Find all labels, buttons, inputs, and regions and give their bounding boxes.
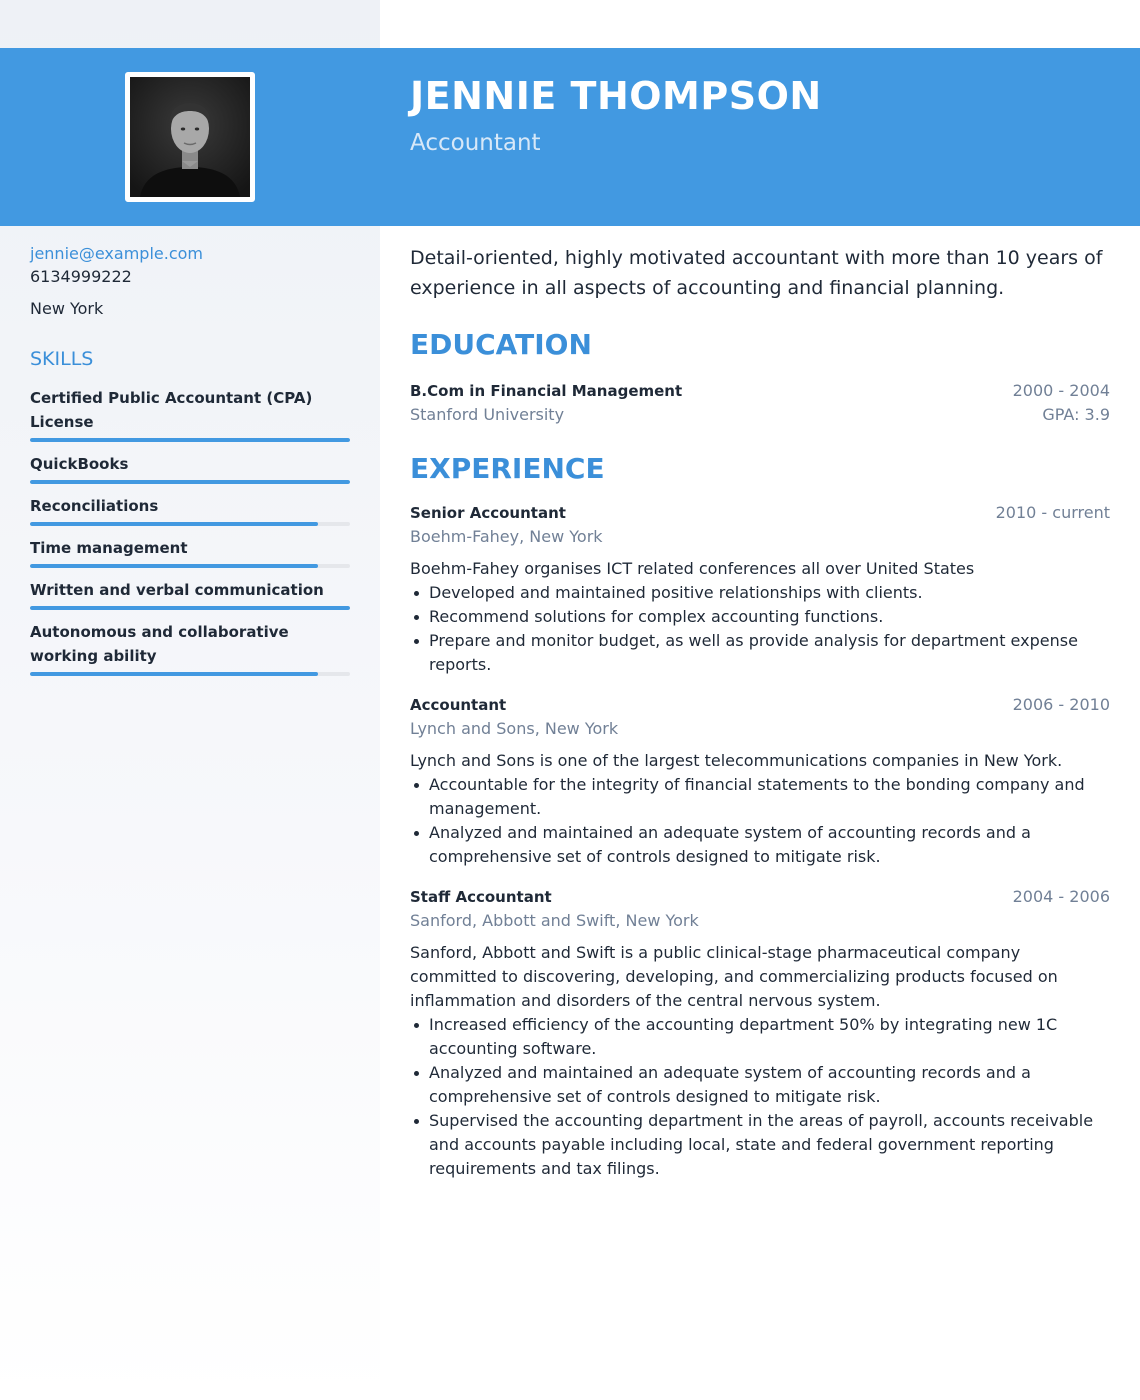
skill-name: Reconciliations — [30, 497, 159, 515]
gpa: GPA: 3.9 — [1042, 405, 1110, 424]
profile-role: Accountant — [410, 130, 541, 156]
skill-level-bar — [30, 480, 350, 484]
skill-level-bar — [30, 672, 350, 676]
skill-level-fill — [30, 672, 318, 676]
skill-name: QuickBooks — [30, 455, 129, 473]
education-entry — [410, 379, 1110, 427]
job-years: 2010 - current — [995, 503, 1110, 522]
skill-item — [30, 494, 350, 526]
school-name: Stanford University — [410, 405, 565, 424]
job-years: 2004 - 2006 — [1012, 887, 1110, 906]
job-bullet: Prepare and monitor budget, as well as provide analysis for department expense reports. — [410, 629, 1110, 677]
skill-level-fill — [30, 606, 350, 610]
portrait-photo-icon — [130, 77, 250, 197]
skill-item — [30, 620, 350, 676]
job-company: Lynch and Sons, New York — [410, 719, 619, 738]
skill-level-bar — [30, 606, 350, 610]
skill-level-bar — [30, 564, 350, 568]
job-title: Staff Accountant — [410, 888, 552, 906]
skill-name: Written and verbal communication — [30, 581, 324, 599]
city: New York — [30, 299, 104, 318]
education-years: 2000 - 2004 — [1012, 381, 1110, 400]
job-bullet: Analyzed and maintained an adequate system of accounting records and a comprehensive set of controls designed to mitigate risk. — [410, 1061, 1110, 1109]
summary: Detail-oriented, highly motivated accountant with more than 10 years of experience in all aspects of accounting and financial planning. — [410, 247, 1103, 299]
job-years: 2006 - 2010 — [1012, 695, 1110, 714]
job-bullet: Developed and maintained positive relationships with clients. — [410, 581, 1110, 605]
profile-name: JENNIE THOMPSON — [410, 74, 822, 118]
email-link[interactable]: jennie@example.com — [30, 244, 203, 263]
job-entry — [410, 885, 1110, 1181]
skill-level-fill — [30, 480, 350, 484]
skill-name: Certified Public Accountant (CPA) License — [30, 389, 313, 431]
skill-name: Autonomous and collaborative working ability — [30, 623, 289, 665]
experience-list — [410, 501, 1110, 1181]
job-bullets — [410, 581, 1110, 677]
job-description: Sanford, Abbott and Swift is a public clinical-stage pharmaceutical company committed to discovering, developing, and commercializing products focused on inflammation and disorders of the central nervous system. — [410, 943, 1058, 1010]
skill-item — [30, 452, 350, 484]
degree-title: B.Com in Financial Management — [410, 382, 683, 400]
job-bullet: Recommend solutions for complex accounting functions. — [410, 605, 1110, 629]
job-bullets — [410, 773, 1110, 869]
job-title: Senior Accountant — [410, 504, 566, 522]
profile-photo — [125, 72, 255, 202]
main-content — [410, 243, 1110, 1181]
education-heading: EDUCATION — [410, 328, 592, 361]
job-company: Sanford, Abbott and Swift, New York — [410, 911, 699, 930]
job-bullet: Increased efficiency of the accounting department 50% by integrating new 1C accounting software. — [410, 1013, 1110, 1061]
job-description: Lynch and Sons is one of the largest telecommunications companies in New York. — [410, 751, 1063, 770]
job-entry — [410, 693, 1110, 869]
skill-level-bar — [30, 522, 350, 526]
phone-number: 6134999222 — [30, 267, 132, 286]
job-bullet: Analyzed and maintained an adequate system of accounting records and a comprehensive set of controls designed to mitigate risk. — [410, 821, 1110, 869]
job-title: Accountant — [410, 696, 507, 714]
skill-item — [30, 536, 350, 568]
job-bullets — [410, 1013, 1110, 1181]
skill-item — [30, 578, 350, 610]
skills-heading: SKILLS — [30, 348, 94, 370]
job-bullet: Supervised the accounting department in the areas of payroll, accounts receivable and accounts payable including local, state and federal government reporting requirements and tax filings. — [410, 1109, 1110, 1181]
experience-heading: EXPERIENCE — [410, 452, 605, 485]
skill-level-bar — [30, 438, 350, 442]
job-bullet: Accountable for the integrity of financial statements to the bonding company and management. — [410, 773, 1110, 821]
contact-info — [30, 243, 350, 321]
skill-level-fill — [30, 438, 350, 442]
skill-item — [30, 386, 350, 442]
job-description: Boehm-Fahey organises ICT related conferences all over United States — [410, 559, 975, 578]
job-company: Boehm-Fahey, New York — [410, 527, 603, 546]
skill-level-fill — [30, 522, 318, 526]
skills-list — [30, 386, 350, 686]
job-entry — [410, 501, 1110, 677]
skill-name: Time management — [30, 539, 188, 557]
skill-level-fill — [30, 564, 318, 568]
